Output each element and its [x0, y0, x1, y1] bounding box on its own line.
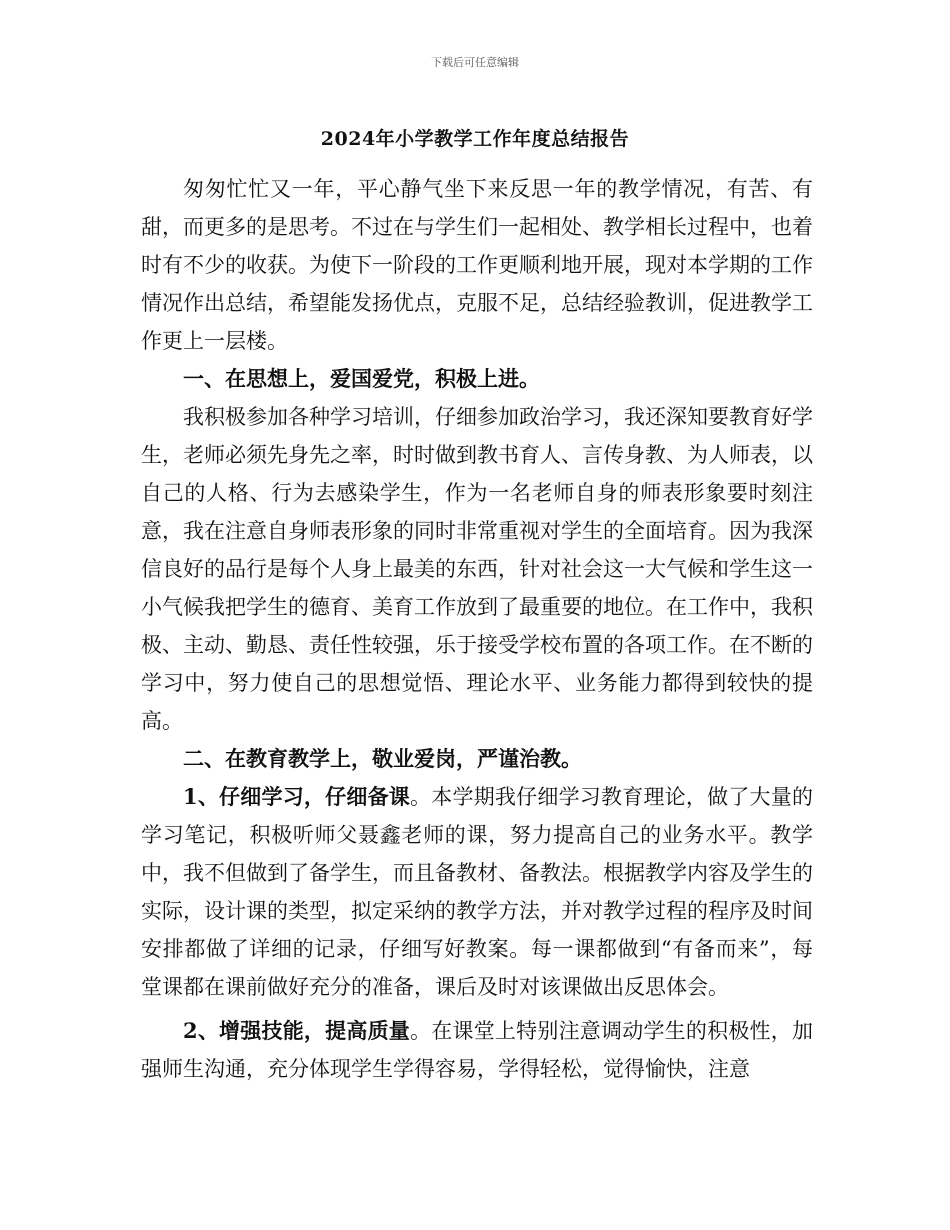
item-1-text: 。本学期我仔细学习教育理论，做了大量的学习笔记，积极听师父聂鑫老师的课，努力提高自己的业务水平。教学中，我不但做到了备学生，而且备教材、备教法。根据教学内容及学生的实际，设计课的类型，拟定采纳的教学方法，并对教学过程的程序及时间安排都做了详细的记录，仔细写好教案。每一课都做到“有备而来”，每堂课都在课前做好充分的准备，课后及时对该课做出反思体会。: [141, 785, 813, 999]
document-body: [141, 170, 813, 1088]
section-1-paragraph: 我积极参加各种学习培训，仔细参加政治学习，我还深知要教育好学生，老师必须先身先之率，时时做到教书育人、言传身教、为人师表，以自己的人格、行为去感染学生，作为一名老师自身的师表形象要时刻注意，我在注意自身师表形象的同时非常重视对学生的全面培育。因为我深信良好的品行是每个人身上最美的东西，针对社会这一大气候和学生这一小气候我把学生的德育、美育工作放到了最重要的地位。在工作中，我积极、主动、勤恳、责任性较强，乐于接受学校布置的各项工作。在不断的学习中，努力使自己的思想觉悟、理论水平、业务能力都得到较快的提高。: [141, 405, 813, 733]
item-1-paragraph: [141, 778, 813, 1006]
item-2-lead: 2、增强技能，提高质量: [183, 1018, 411, 1043]
item-2-text: 。在课堂上特别注意调动学生的积极性，加强师生沟通，充分体现学生学得容易，学得轻松，觉得愉快，注意: [141, 1019, 813, 1081]
document-title: 2024年小学教学工作年度总结报告: [320, 128, 630, 150]
intro-paragraph: 匆匆忙忙又一年，平心静气坐下来反思一年的教学情况，有苦、有甜，而更多的是思考。不过在与学生们一起相处、教学相长过程中，也着时有不少的收获。为使下一阶段的工作更顺利地开展，现对本学期的工作情况作出总结，希望能发扬优点，克服不足，总结经验教训，促进教学工作更上一层楼。: [141, 177, 813, 353]
item-1-lead: 1、仔细学习，仔细备课: [183, 784, 411, 809]
section-heading-1: 一、在思想上，爱国爱党，积极上进。: [183, 366, 540, 391]
section-heading-2: 二、在教育教学上，敬业爱岗，严谨治教。: [183, 746, 582, 771]
header-note: 下载后可任意编辑: [431, 56, 519, 69]
item-2-paragraph: [141, 1012, 813, 1088]
